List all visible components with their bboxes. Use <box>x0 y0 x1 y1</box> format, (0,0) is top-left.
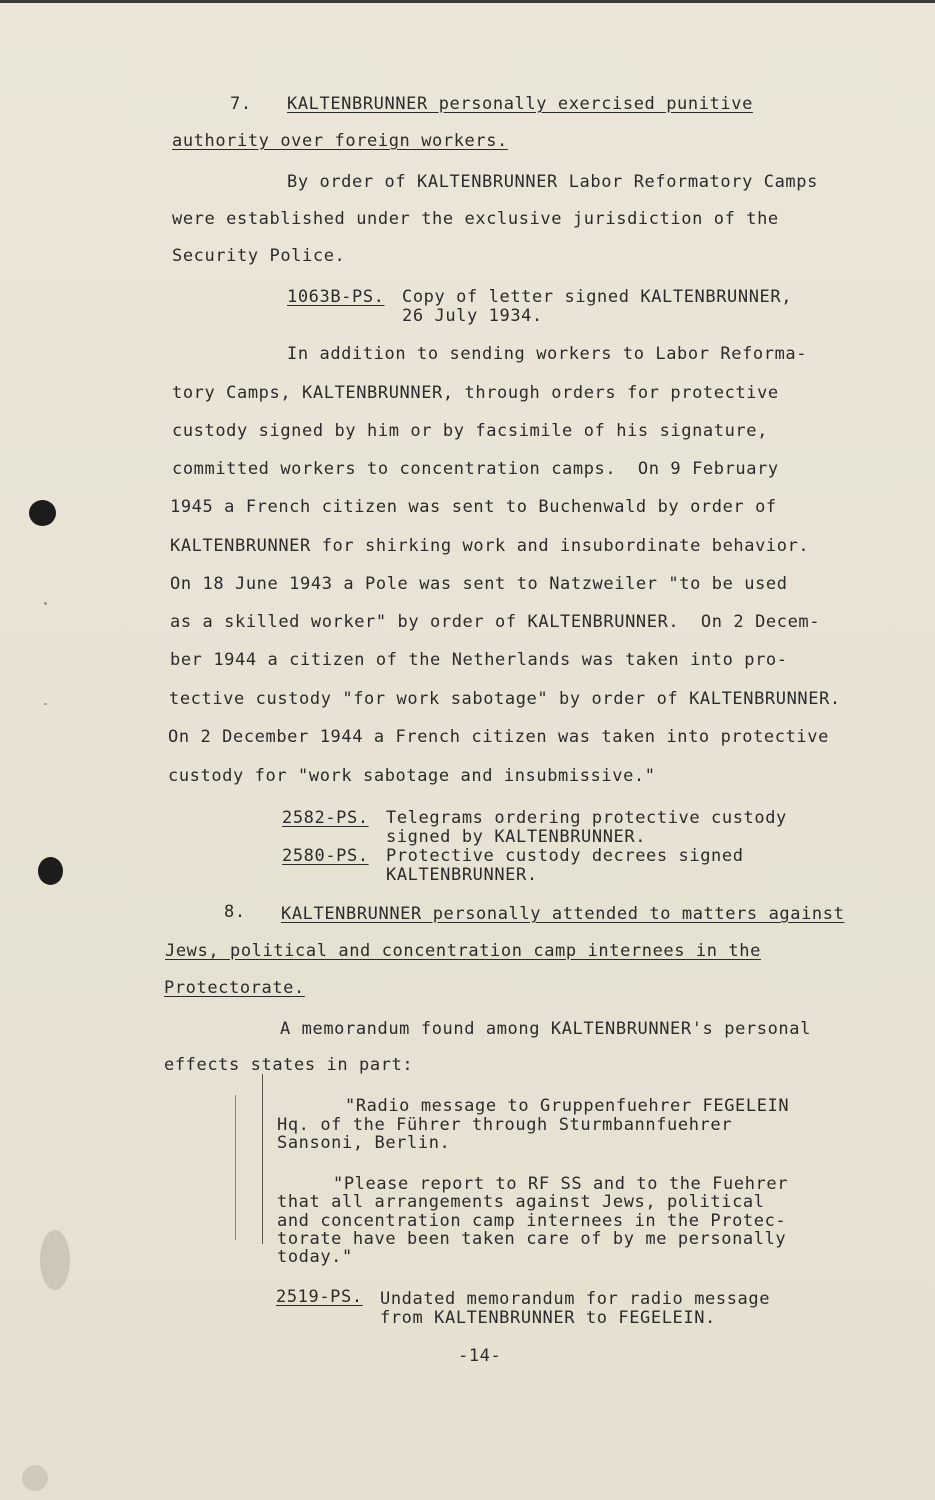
quote-bracket <box>262 1074 263 1244</box>
section7-para2-line1: In addition to sending workers to Labor Reforma- <box>287 344 808 364</box>
quote1-line3: Sansoni, Berlin. <box>277 1133 451 1153</box>
quote2-line5: today." <box>277 1247 353 1267</box>
section7-para2-line9: ber 1944 a citizen of the Netherlands was taken into pro- <box>170 650 788 670</box>
section7-para2-line8: as a skilled worker" by order of KALTENBRUNNER. On 2 Decem- <box>170 612 821 632</box>
quote2-line2: that all arrangements against Jews, political <box>277 1192 765 1212</box>
margin-speck <box>44 602 47 605</box>
citation-2582-line1: Telegrams ordering protective custody <box>386 808 787 828</box>
section8-heading-line2: Jews, political and concentration camp internees in the <box>165 941 761 961</box>
section7-para2-line6: KALTENBRUNNER for shirking work and insubordinate behavior. <box>170 536 810 556</box>
section7-para2-line5: 1945 a French citizen was sent to Buchenwald by order of <box>170 497 777 517</box>
section8-heading-line1: KALTENBRUNNER personally attended to matters against <box>281 904 845 924</box>
section8-para1-line2: effects states in part: <box>164 1055 414 1075</box>
quote1-line1: "Radio message to Gruppenfuehrer FEGELEIN <box>345 1096 790 1116</box>
section7-para2-line4: committed workers to concentration camps. On 9 February <box>172 459 779 479</box>
citation-2582-ref: 2582-PS. <box>282 808 369 828</box>
quote2-line3: and concentration camp internees in the Protec- <box>277 1211 787 1231</box>
margin-speck <box>44 703 47 705</box>
margin-pencil-mark <box>235 1095 236 1240</box>
citation-2519-line1: Undated memorandum for radio message <box>380 1289 771 1309</box>
quote2-line4: torate have been taken care of by me personally <box>277 1229 787 1249</box>
citation-2519-line2: from KALTENBRUNNER to FEGELEIN. <box>380 1308 716 1328</box>
quote2-line1: "Please report to RF SS and to the Fuehrer <box>333 1174 789 1194</box>
section7-heading-line1: KALTENBRUNNER personally exercised punitive <box>287 94 753 114</box>
citation-1063b-line1: Copy of letter signed KALTENBRUNNER, <box>402 287 793 307</box>
citation-2580-line1: Protective custody decrees signed <box>386 846 744 866</box>
citation-1063b-ref: 1063B-PS. <box>287 287 385 307</box>
section7-para2-line10: tective custody "for work sabotage" by order of KALTENBRUNNER. <box>169 689 841 709</box>
section7-para2-line11: On 2 December 1944 a French citizen was taken into protective <box>168 727 829 747</box>
citation-2580-line2: KALTENBRUNNER. <box>386 865 538 885</box>
section8-heading-line3: Protectorate. <box>164 978 305 998</box>
section7-para2-line7: On 18 June 1943 a Pole was sent to Natzweiler "to be used <box>170 574 788 594</box>
section7-para1-line2: were established under the exclusive jurisdiction of the <box>172 209 779 229</box>
citation-2580-ref: 2580-PS. <box>282 846 369 866</box>
section7-heading-line2: authority over foreign workers. <box>172 131 508 151</box>
paper-stain <box>22 1465 48 1491</box>
punch-hole-lower <box>38 857 63 885</box>
section7-para1-line1: By order of KALTENBRUNNER Labor Reformatory Camps <box>287 172 818 192</box>
section7-para2-line3: custody signed by him or by facsimile of his signature, <box>172 421 768 441</box>
citation-1063b-line2: 26 July 1934. <box>402 306 543 326</box>
citation-2582-line2: signed by KALTENBRUNNER. <box>386 827 647 847</box>
citation-2519-ref: 2519-PS. <box>276 1287 363 1307</box>
page-top-edge <box>0 0 935 3</box>
section7-number: 7. <box>230 94 252 114</box>
quote1-line2: Hq. of the Führer through Sturmbannfuehrer <box>277 1115 733 1135</box>
paper-stain <box>40 1230 70 1290</box>
punch-hole-upper <box>29 500 56 526</box>
page-number: -14- <box>458 1346 502 1366</box>
section7-para2-line2: tory Camps, KALTENBRUNNER, through orders for protective <box>172 383 779 403</box>
section7-para2-line12: custody for "work sabotage and insubmissive." <box>168 766 656 786</box>
section8-number: 8. <box>224 902 246 922</box>
section7-para1-line3: Security Police. <box>172 246 346 266</box>
section8-para1-line1: A memorandum found among KALTENBRUNNER's personal <box>280 1019 811 1039</box>
